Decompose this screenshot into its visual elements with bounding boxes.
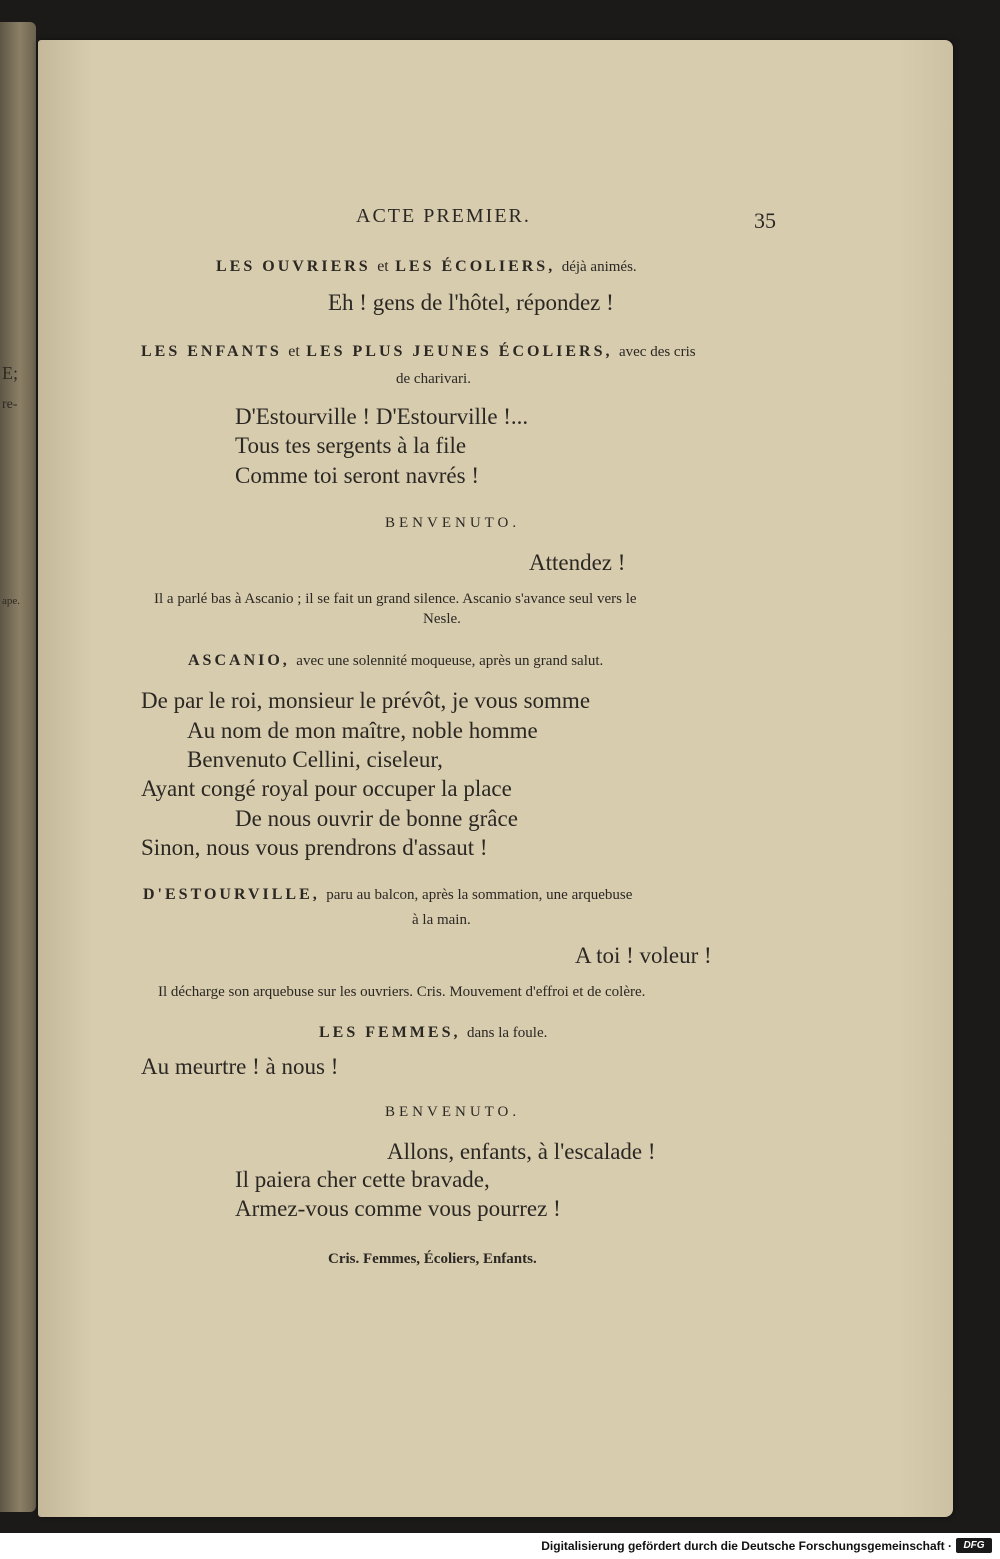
closing-stage-direction: Cris. Femmes, Écoliers, Enfants. — [328, 1251, 537, 1267]
page-number: 35 — [754, 208, 776, 233]
speaker-name: BENVENUTO. — [385, 1104, 521, 1120]
speaker-name: D'ESTOURVILLE, — [143, 886, 320, 903]
verse-line: De nous ouvrir de bonne grâce — [235, 806, 518, 831]
stage-direction: Il a parlé bas à Ascanio ; il se fait un grand silence. Ascanio s'avance seul vers le — [154, 591, 637, 607]
verse-line: Tous tes sergents à la file — [235, 433, 467, 458]
previous-page-fragment: ape. — [2, 595, 21, 607]
verse-line: Au meurtre ! à nous ! — [141, 1054, 339, 1079]
book-page — [38, 40, 953, 1517]
speaker-name: LES ENFANTS — [141, 343, 282, 360]
speaker-direction-continuation: de charivari. — [396, 371, 471, 387]
speaker-direction: paru au balcon, après la sommation, une arquebuse — [326, 887, 633, 903]
verse-line: A toi ! voleur ! — [575, 943, 712, 968]
stage-direction: Il décharge son arquebuse sur les ouvriers. Cris. Mouvement d'effroi et de colère. — [158, 984, 646, 1000]
running-head: ACTE PREMIER. — [356, 205, 531, 227]
speaker-direction: avec une solennité moqueuse, après un grand salut. — [296, 653, 604, 669]
verse-line: Allons, enfants, à l'escalade ! — [387, 1139, 656, 1164]
speaker-name: LES OUVRIERS — [216, 258, 371, 275]
speaker-direction-continuation: à la main. — [412, 912, 471, 928]
verse-line: Sinon, nous vous prendrons d'assaut ! — [141, 835, 488, 860]
verse-line: De par le roi, monsieur le prévôt, je vous somme — [141, 688, 591, 713]
speaker-name: BENVENUTO. — [385, 515, 521, 531]
verse-line: Comme toi seront navrés ! — [235, 463, 480, 488]
verse-line: D'Estourville ! D'Estourville !... — [235, 404, 529, 429]
dfg-logo: DFG — [956, 1538, 992, 1553]
speaker-direction: dans la foule. — [466, 1025, 548, 1041]
speaker-name: LES FEMMES, — [319, 1024, 461, 1041]
speaker-name: LES PLUS JEUNES ÉCOLIERS, — [306, 343, 613, 360]
speaker-line — [188, 652, 603, 670]
speaker-name: ASCANIO, — [188, 652, 290, 669]
speaker-line — [319, 1024, 547, 1042]
speaker-direction: avec des cris — [618, 344, 696, 360]
stage-direction: Nesle. — [423, 611, 461, 627]
previous-page-fragment: re- — [2, 397, 18, 412]
speaker-line — [143, 886, 632, 904]
speaker-conjunction: et — [288, 343, 300, 360]
footer-bar — [0, 1533, 1000, 1559]
speaker-conjunction: et — [377, 258, 389, 275]
verse-line: Benvenuto Cellini, ciseleur, — [187, 747, 443, 772]
speaker-direction: déjà animés. — [561, 259, 637, 275]
verse-line: Au nom de mon maître, noble homme — [187, 718, 538, 743]
verse-line: Eh ! gens de l'hôtel, répondez ! — [328, 290, 614, 315]
previous-page-fragment: E; — [2, 363, 18, 383]
speaker-line — [141, 343, 696, 361]
footer-credit: Digitalisierung gefördert durch die Deutsche Forschungsgemeinschaft · — [541, 1539, 952, 1553]
verse-line: Attendez ! — [529, 550, 626, 575]
verse-line: Il paiera cher cette bravade, — [235, 1167, 490, 1192]
verse-line: Armez-vous comme vous pourrez ! — [235, 1196, 561, 1221]
verse-line: Ayant congé royal pour occuper la place — [141, 776, 512, 801]
speaker-name: LES ÉCOLIERS, — [395, 258, 556, 275]
speaker-line — [216, 258, 637, 276]
previous-page-edge — [0, 22, 36, 1512]
